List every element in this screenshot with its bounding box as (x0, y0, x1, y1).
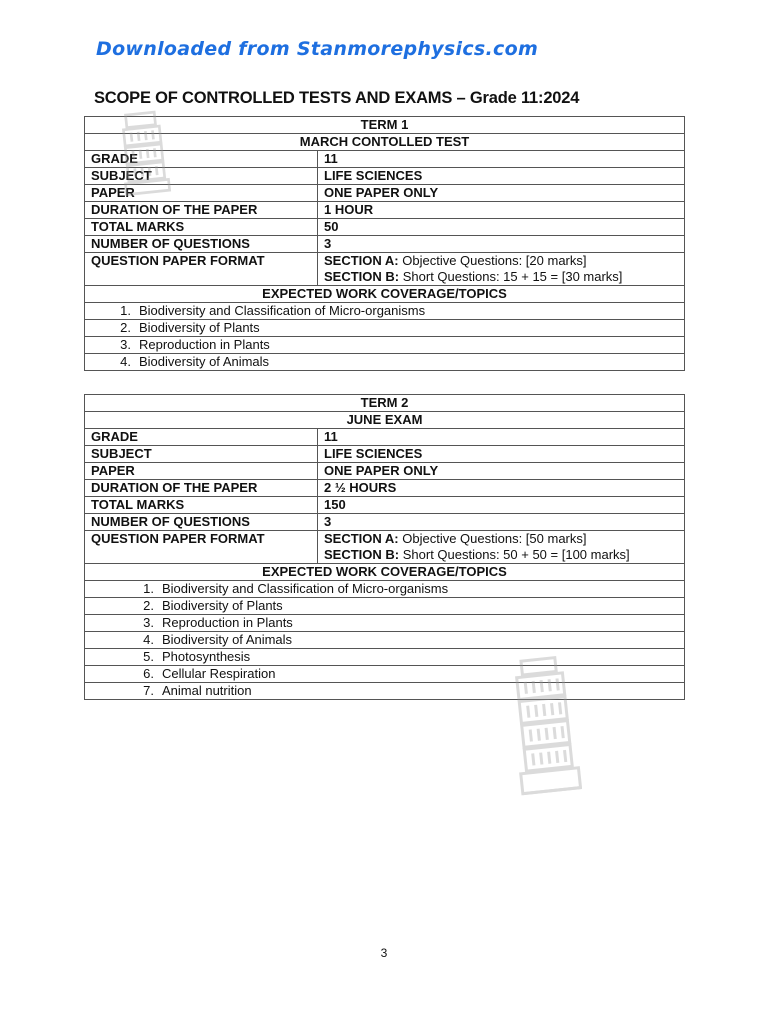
format-row (85, 531, 685, 564)
section-label: SECTION A: (324, 531, 399, 546)
coverage-heading-row (85, 286, 685, 303)
row-label: GRADE (85, 429, 318, 446)
term1-table (84, 116, 685, 371)
row-label: DURATION OF THE PAPER (85, 202, 318, 219)
leaning-tower-icon (508, 655, 582, 800)
section-text: Short Questions: 50 + 50 = [100 marks] (399, 547, 630, 562)
section-a-line (324, 253, 678, 269)
term-row (85, 395, 685, 412)
row-value: LIFE SCIENCES (318, 168, 685, 185)
document-title: SCOPE OF CONTROLLED TESTS AND EXAMS – Grade 11:2024 (94, 89, 580, 107)
row-label: NUMBER OF QUESTIONS (85, 514, 318, 531)
row-label: QUESTION PAPER FORMAT (85, 531, 318, 564)
topic-row (85, 320, 685, 337)
topic-row (85, 581, 685, 598)
section-label: SECTION A: (324, 253, 399, 268)
table-row (85, 429, 685, 446)
term-heading: TERM 2 (85, 395, 685, 412)
topic-number: 4. (143, 632, 154, 647)
topic-row (85, 666, 685, 683)
assessment-row (85, 134, 685, 151)
topic-name: Biodiversity of Animals (162, 632, 293, 647)
table-row (85, 497, 685, 514)
row-value: 50 (318, 219, 685, 236)
topic-row (85, 632, 685, 649)
section-label: SECTION B: (324, 269, 400, 284)
assessment-row (85, 412, 685, 429)
topic-number: 1. (120, 303, 131, 318)
row-value: LIFE SCIENCES (318, 446, 685, 463)
topic-number: 3. (143, 615, 154, 630)
section-b-line (324, 547, 678, 563)
topic-number: 2. (120, 320, 131, 335)
row-label: DURATION OF THE PAPER (85, 480, 318, 497)
page-number: 3 (380, 946, 388, 960)
format-value (318, 253, 685, 286)
section-text: Short Questions: 15 + 15 = [30 marks] (399, 269, 623, 284)
row-label: SUBJECT (85, 446, 318, 463)
table-row (85, 202, 685, 219)
leaning-tower-icon (114, 108, 174, 198)
row-label: SUBJECT (85, 168, 318, 185)
topic-number: 5. (143, 649, 154, 664)
table-row (85, 219, 685, 236)
row-value: 11 (318, 151, 685, 168)
term-row (85, 117, 685, 134)
topic-name: Biodiversity of Plants (139, 320, 260, 335)
coverage-heading: EXPECTED WORK COVERAGE/TOPICS (85, 286, 685, 303)
download-source-link[interactable]: Downloaded from Stanmorephysics.com (96, 38, 539, 60)
term2-table (84, 394, 685, 700)
topic-number: 4. (120, 354, 131, 369)
topic-row (85, 303, 685, 320)
table-row (85, 514, 685, 531)
row-label: TOTAL MARKS (85, 219, 318, 236)
topic-number: 6. (143, 666, 154, 681)
topic-name: Photosynthesis (162, 649, 251, 664)
topic-number: 2. (143, 598, 154, 613)
row-value: 3 (318, 514, 685, 531)
format-value (318, 531, 685, 564)
assessment-heading: MARCH CONTOLLED TEST (85, 134, 685, 151)
section-text: Objective Questions: [20 marks] (398, 253, 587, 268)
topic-row (85, 683, 685, 700)
coverage-heading: EXPECTED WORK COVERAGE/TOPICS (85, 564, 685, 581)
row-label: PAPER (85, 463, 318, 480)
topic-name: Reproduction in Plants (139, 337, 270, 352)
topic-name: Biodiversity of Plants (162, 598, 283, 613)
table-row (85, 463, 685, 480)
term-heading: TERM 1 (85, 117, 685, 134)
section-text: Objective Questions: [50 marks] (398, 531, 587, 546)
row-label: QUESTION PAPER FORMAT (85, 253, 318, 286)
section-label: SECTION B: (324, 547, 400, 562)
format-row (85, 253, 685, 286)
row-label: PAPER (85, 185, 318, 202)
row-value: 150 (318, 497, 685, 514)
topic-number: 1. (143, 581, 154, 596)
topic-row (85, 649, 685, 666)
topic-row (85, 598, 685, 615)
row-label: TOTAL MARKS (85, 497, 318, 514)
topic-row (85, 337, 685, 354)
table-row (85, 446, 685, 463)
topic-row (85, 615, 685, 632)
topic-name: Cellular Respiration (162, 666, 276, 681)
topic-name: Biodiversity and Classification of Micro-organisms (139, 303, 426, 318)
coverage-heading-row (85, 564, 685, 581)
topic-number: 3. (120, 337, 131, 352)
topic-name: Reproduction in Plants (162, 615, 293, 630)
topic-name: Biodiversity and Classification of Micro-organisms (162, 581, 449, 596)
assessment-heading: JUNE EXAM (85, 412, 685, 429)
section-a-line (324, 531, 678, 547)
table-row (85, 480, 685, 497)
topic-number: 7. (143, 683, 154, 698)
section-b-line (324, 269, 678, 285)
row-label: GRADE (85, 151, 318, 168)
row-value: 3 (318, 236, 685, 253)
row-value: ONE PAPER ONLY (318, 463, 685, 480)
table-row (85, 168, 685, 185)
table-row (85, 185, 685, 202)
topic-name: Animal nutrition (162, 683, 252, 698)
row-value: ONE PAPER ONLY (318, 185, 685, 202)
topic-row (85, 354, 685, 371)
row-label: NUMBER OF QUESTIONS (85, 236, 318, 253)
row-value: 2 ½ HOURS (318, 480, 685, 497)
row-value: 1 HOUR (318, 202, 685, 219)
table-row (85, 236, 685, 253)
table-row (85, 151, 685, 168)
topic-name: Biodiversity of Animals (139, 354, 270, 369)
row-value: 11 (318, 429, 685, 446)
